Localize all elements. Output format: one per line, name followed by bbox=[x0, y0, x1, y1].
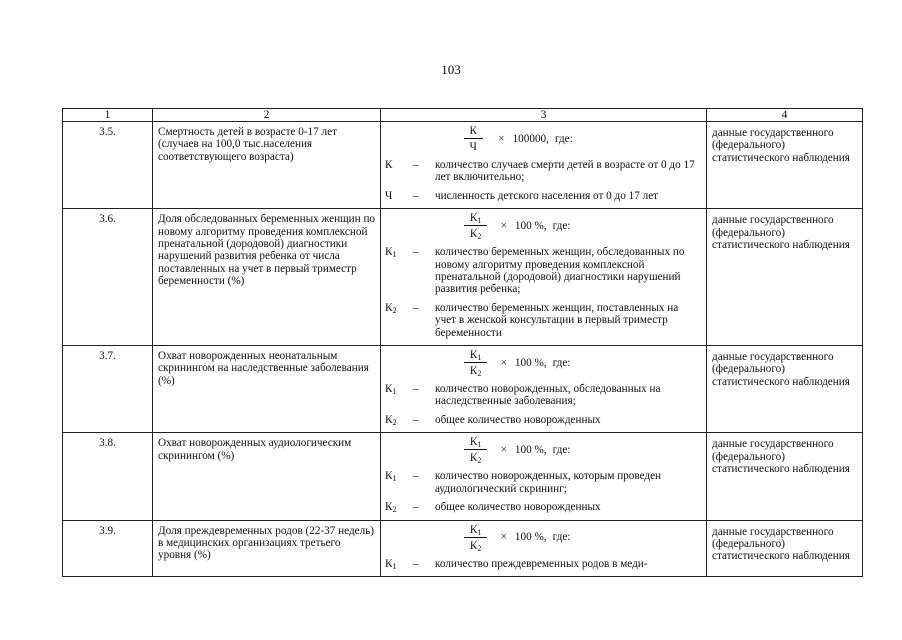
indicator-name: Доля обследованных беременных женщин по новому алгоритму проведения комплексной пренатальной (дородовой) диагностики нарушений развития ребенка от числа поставленных на учет в первый триместр беременности (%) bbox=[153, 209, 381, 346]
header-row bbox=[63, 109, 863, 122]
fraction-numerator: $К_1$ bbox=[464, 349, 487, 363]
variable-description: количество беременных женщин, поставленных на учет в женской консультации в первый триместр беременности bbox=[435, 301, 679, 339]
formula bbox=[385, 349, 702, 377]
indicator-name: Охват новорожденных неонатальным скринингом на наследственные заболевания (%) bbox=[153, 346, 381, 433]
times-sign: × bbox=[500, 356, 507, 369]
dash: – bbox=[413, 557, 419, 570]
variable-description: общее количество новорожденных bbox=[435, 501, 601, 514]
variable-description: общее количество новорожденных bbox=[435, 413, 601, 426]
row-number: 3.8. bbox=[63, 433, 153, 520]
formula-multiplier: 100000, bbox=[512, 132, 549, 145]
header-cell-2: 2 bbox=[153, 109, 381, 122]
variable-description: количество новорожденных, обследованных на наследственные заболевания; bbox=[435, 383, 661, 408]
variable-list bbox=[385, 159, 702, 202]
data-source: данные государственного (федерального) статистического наблюдения bbox=[707, 122, 863, 209]
formula-where: где: bbox=[552, 356, 571, 369]
formula-cell bbox=[381, 346, 707, 433]
formula bbox=[385, 212, 702, 240]
variable-definition bbox=[385, 470, 702, 495]
variable-description: количество беременных женщин, обследованных по новому алгоритму проведения комплексной пренатальной (дородовой) диагностики нарушений развития ребенка; bbox=[435, 246, 685, 296]
variable-symbol: $К_1$ bbox=[385, 470, 397, 484]
variable-definition bbox=[385, 558, 702, 570]
table-row bbox=[63, 433, 863, 520]
times-sign: × bbox=[498, 132, 505, 145]
variable-definition bbox=[385, 246, 702, 296]
variable-description: количество новорожденных, которым проведен аудиологический скрининг; bbox=[435, 470, 662, 495]
data-source: данные государственного (федерального) статистического наблюдения bbox=[707, 346, 863, 433]
indicator-name: Охват новорожденных аудиологическим скринингом (%) bbox=[153, 433, 381, 520]
variable-symbol: $К_2$ bbox=[385, 413, 397, 427]
fraction bbox=[457, 436, 495, 464]
formula bbox=[385, 524, 702, 552]
variable-symbol: $К_1$ bbox=[385, 383, 397, 397]
variable-definition bbox=[385, 383, 702, 408]
variable-definition bbox=[385, 190, 702, 202]
variable-description: количество случаев смерти детей в возрасте от 0 до 17 лет включительно; bbox=[435, 159, 695, 184]
row-number: 3.5. bbox=[63, 122, 153, 209]
page-number: 103 bbox=[441, 62, 461, 77]
formula-cell bbox=[381, 122, 707, 209]
formula-multiplier: 100 %, bbox=[514, 531, 547, 544]
dash: – bbox=[413, 159, 419, 171]
times-sign: × bbox=[500, 220, 507, 233]
variable-description: количество преждевременных родов в меди- bbox=[435, 557, 648, 570]
variable-symbol: $К_2$ bbox=[385, 301, 397, 315]
row-number: 3.7. bbox=[63, 346, 153, 433]
header-cell-1: 1 bbox=[63, 109, 153, 122]
formula-cell bbox=[381, 433, 707, 520]
times-sign: × bbox=[500, 444, 507, 457]
variable-symbol: Ч bbox=[385, 189, 393, 202]
formula-cell bbox=[381, 520, 707, 576]
dash: – bbox=[413, 501, 419, 514]
formula-cell bbox=[381, 209, 707, 346]
formula bbox=[385, 436, 702, 464]
dash: – bbox=[413, 301, 419, 314]
fraction-denominator: $К_2$ bbox=[469, 452, 482, 466]
variable-symbol: К bbox=[385, 159, 393, 171]
row-number: 3.6. bbox=[63, 209, 153, 346]
indicator-name: Смертность детей в возрасте 0-17 лет (случаев на 100,0 тыс.населения соответствующего возраста) bbox=[153, 122, 381, 209]
formula-multiplier: 100 %, bbox=[514, 444, 547, 457]
fraction-denominator: Ч bbox=[469, 141, 477, 153]
fraction-numerator: $К_1$ bbox=[464, 436, 487, 450]
formula-where: где: bbox=[554, 132, 573, 145]
variable-list bbox=[385, 383, 702, 426]
fraction-denominator: $К_2$ bbox=[469, 539, 482, 553]
header-cell-3: 3 bbox=[381, 109, 707, 122]
table-row bbox=[63, 346, 863, 433]
dash: – bbox=[413, 383, 419, 396]
formula-multiplier: 100 %, bbox=[514, 220, 547, 233]
variable-list bbox=[385, 558, 702, 570]
table-body bbox=[63, 109, 863, 577]
indicators-table bbox=[62, 108, 863, 577]
data-source: данные государственного (федерального) статистического наблюдения bbox=[707, 209, 863, 346]
table-row bbox=[63, 122, 863, 209]
variable-definition bbox=[385, 414, 702, 426]
formula-where: где: bbox=[552, 444, 571, 457]
fraction-denominator: $К_2$ bbox=[469, 228, 482, 242]
fraction bbox=[457, 349, 495, 377]
data-source: данные государственного (федерального) статистического наблюдения bbox=[707, 433, 863, 520]
variable-symbol: $К_2$ bbox=[385, 501, 397, 515]
table-row bbox=[63, 209, 863, 346]
variable-definition bbox=[385, 302, 702, 339]
fraction bbox=[457, 212, 495, 240]
fraction-numerator: К bbox=[464, 125, 483, 139]
fraction-numerator: $К_1$ bbox=[464, 212, 487, 226]
formula-where: где: bbox=[552, 531, 571, 544]
row-number: 3.9. bbox=[63, 520, 153, 576]
data-source: данные государственного (федерального) статистического наблюдения bbox=[707, 520, 863, 576]
dash: – bbox=[413, 246, 419, 259]
variable-list bbox=[385, 246, 702, 339]
variable-definition bbox=[385, 159, 702, 184]
variable-list bbox=[385, 470, 702, 513]
variable-description: численность детского населения от 0 до 17 лет bbox=[435, 189, 659, 202]
fraction-numerator: $К_1$ bbox=[464, 524, 487, 538]
formula bbox=[385, 125, 702, 153]
formula-multiplier: 100 %, bbox=[514, 356, 547, 369]
fraction bbox=[457, 524, 495, 552]
variable-symbol: $К_1$ bbox=[385, 557, 397, 571]
table-row bbox=[63, 520, 863, 576]
fraction bbox=[454, 125, 492, 153]
dash: – bbox=[413, 470, 419, 483]
formula-where: где: bbox=[552, 220, 571, 233]
header-cell-4: 4 bbox=[707, 109, 863, 122]
dash: – bbox=[413, 413, 419, 426]
dash: – bbox=[413, 189, 419, 202]
indicator-name: Доля преждевременных родов (22-37 недель) в медицинских организациях третьего уровня (%) bbox=[153, 520, 381, 576]
variable-definition bbox=[385, 501, 702, 513]
fraction-denominator: $К_2$ bbox=[469, 365, 482, 379]
variable-symbol: $К_1$ bbox=[385, 246, 397, 260]
times-sign: × bbox=[500, 531, 507, 544]
